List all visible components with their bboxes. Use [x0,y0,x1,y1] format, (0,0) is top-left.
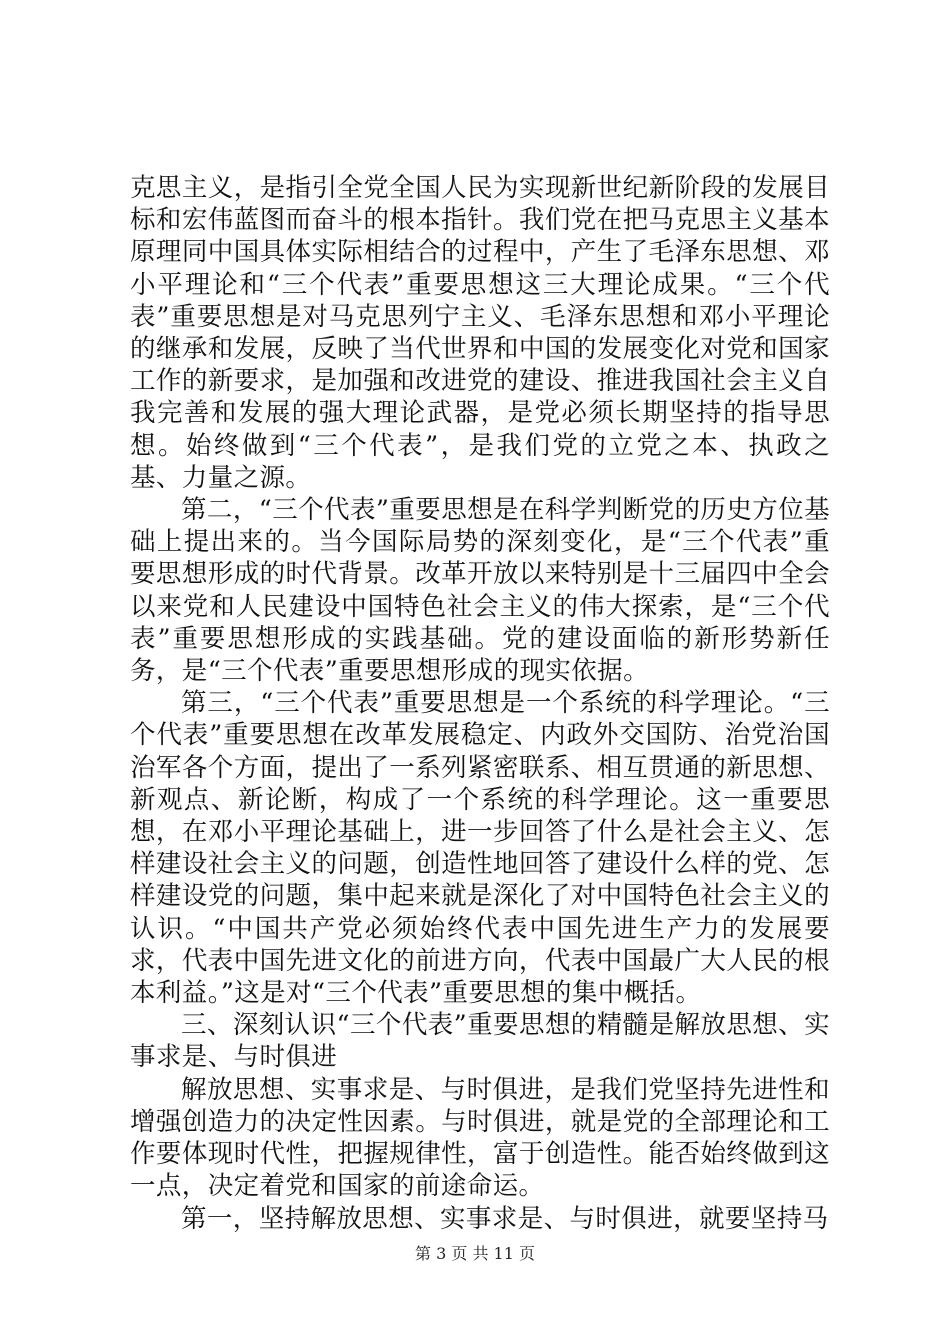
paragraph-1: 克思主义，是指引全党全国人民为实现新世纪新阶段的发展目标和宏伟蓝图而奋斗的根本指针。我们党在把马克思主义基本原理同中国具体实际相结合的过程中，产生了毛泽东思想、邓小平理论和“三个代表”重要思想这三大理论成果。“三个代表”重要思想是对马克思列宁主义、毛泽东思想和邓小平理论的继承和发展，反映了当代世界和中国的发展变化对党和国家工作的新要求，是加强和改进党的建设、推进我国社会主义自我完善和发展的强大理论武器，是党必须长期坚持的指导思想。始终做到“三个代表”，是我们党的立党之本、执政之基、力量之源。 [130,173,830,493]
paragraph-3: 第三，“三个代表”重要思想是一个系统的科学理论。“三个代表”重要思想在改革发展稳定、内政外交国防、治党治国治军各个方面，提出了一系列紧密联系、相互贯通的新思想、新观点、新论断，构成了一个系统的科学理论。这一重要思想，在邓小平理论基础上，进一步回答了什么是社会主义、怎样建设社会主义的问题，创造性地回答了建设什么样的党、怎样建设党的问题，集中起来就是深化了对中国特色社会主义的认识。“中国共产党必须始终代表中国先进生产力的发展要求，代表中国先进文化的前进方向，代表中国最广大人民的根本利益。”这是对“三个代表”重要思想的集中概括。 [130,688,830,1009]
paragraph-2: 第二，“三个代表”重要思想是在科学判断党的历史方位基础上提出来的。当今国际局势的深刻变化，是“三个代表”重要思想形成的时代背景。改革开放以来特别是十三届四中全会以来党和人民建设中国特色社会主义的伟大探索，是“三个代表”重要思想形成的实践基础。党的建设面临的新形势新任务，是“三个代表”重要思想形成的现实依据。 [130,495,830,687]
paragraph-5: 第一，坚持解放思想、实事求是、与时俱进，就要坚持马 [181,1203,829,1234]
document-body [130,172,830,1235]
page-number-footer: 第 3 页 共 11 页 [415,1244,535,1263]
section-heading: 三、深刻认识“三个代表”重要思想的精髓是解放思想、实事求是、与时俱进 [130,1010,830,1073]
paragraph-4: 解放思想、实事求是、与时俱进，是我们党坚持先进性和增强创造力的决定性因素。与时俱进，就是党的全部理论和工作要体现时代性，把握规律性，富于创造性。能否始终做到这一点，决定着党和国家的前途命运。 [130,1074,830,1202]
